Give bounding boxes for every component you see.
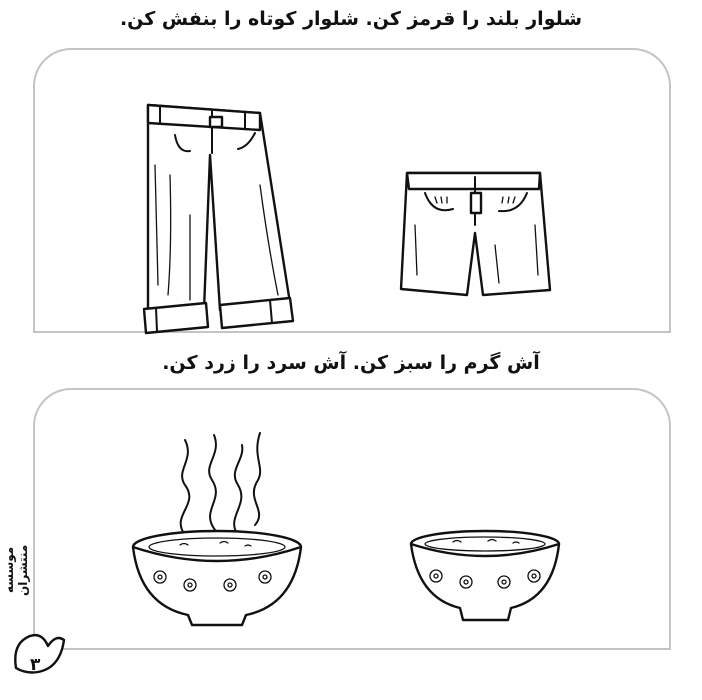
steam-line — [181, 440, 190, 535]
bottom-panel-baseline — [33, 648, 671, 650]
bottom-panel-frame — [33, 388, 671, 650]
top-panel-baseline — [33, 331, 671, 333]
top-panel-frame — [33, 48, 671, 333]
hot-soup-bowl — [130, 425, 305, 635]
long-pants — [130, 95, 330, 345]
steam-line — [209, 435, 216, 530]
steam-line — [234, 445, 242, 535]
short-pants — [395, 165, 555, 300]
page-number: ۳ — [30, 655, 41, 675]
publisher-logo: موسسه منتشران — [2, 544, 30, 596]
instruction-pants: شلوار بلند را قرمز کن. شلوار کوتاه را بنفش کن. — [119, 8, 583, 30]
instruction-soup: آش گرم را سبز کن. آش سرد را زرد کن. — [162, 352, 540, 374]
steam-line — [254, 433, 260, 525]
cold-soup-bowl — [408, 530, 563, 640]
